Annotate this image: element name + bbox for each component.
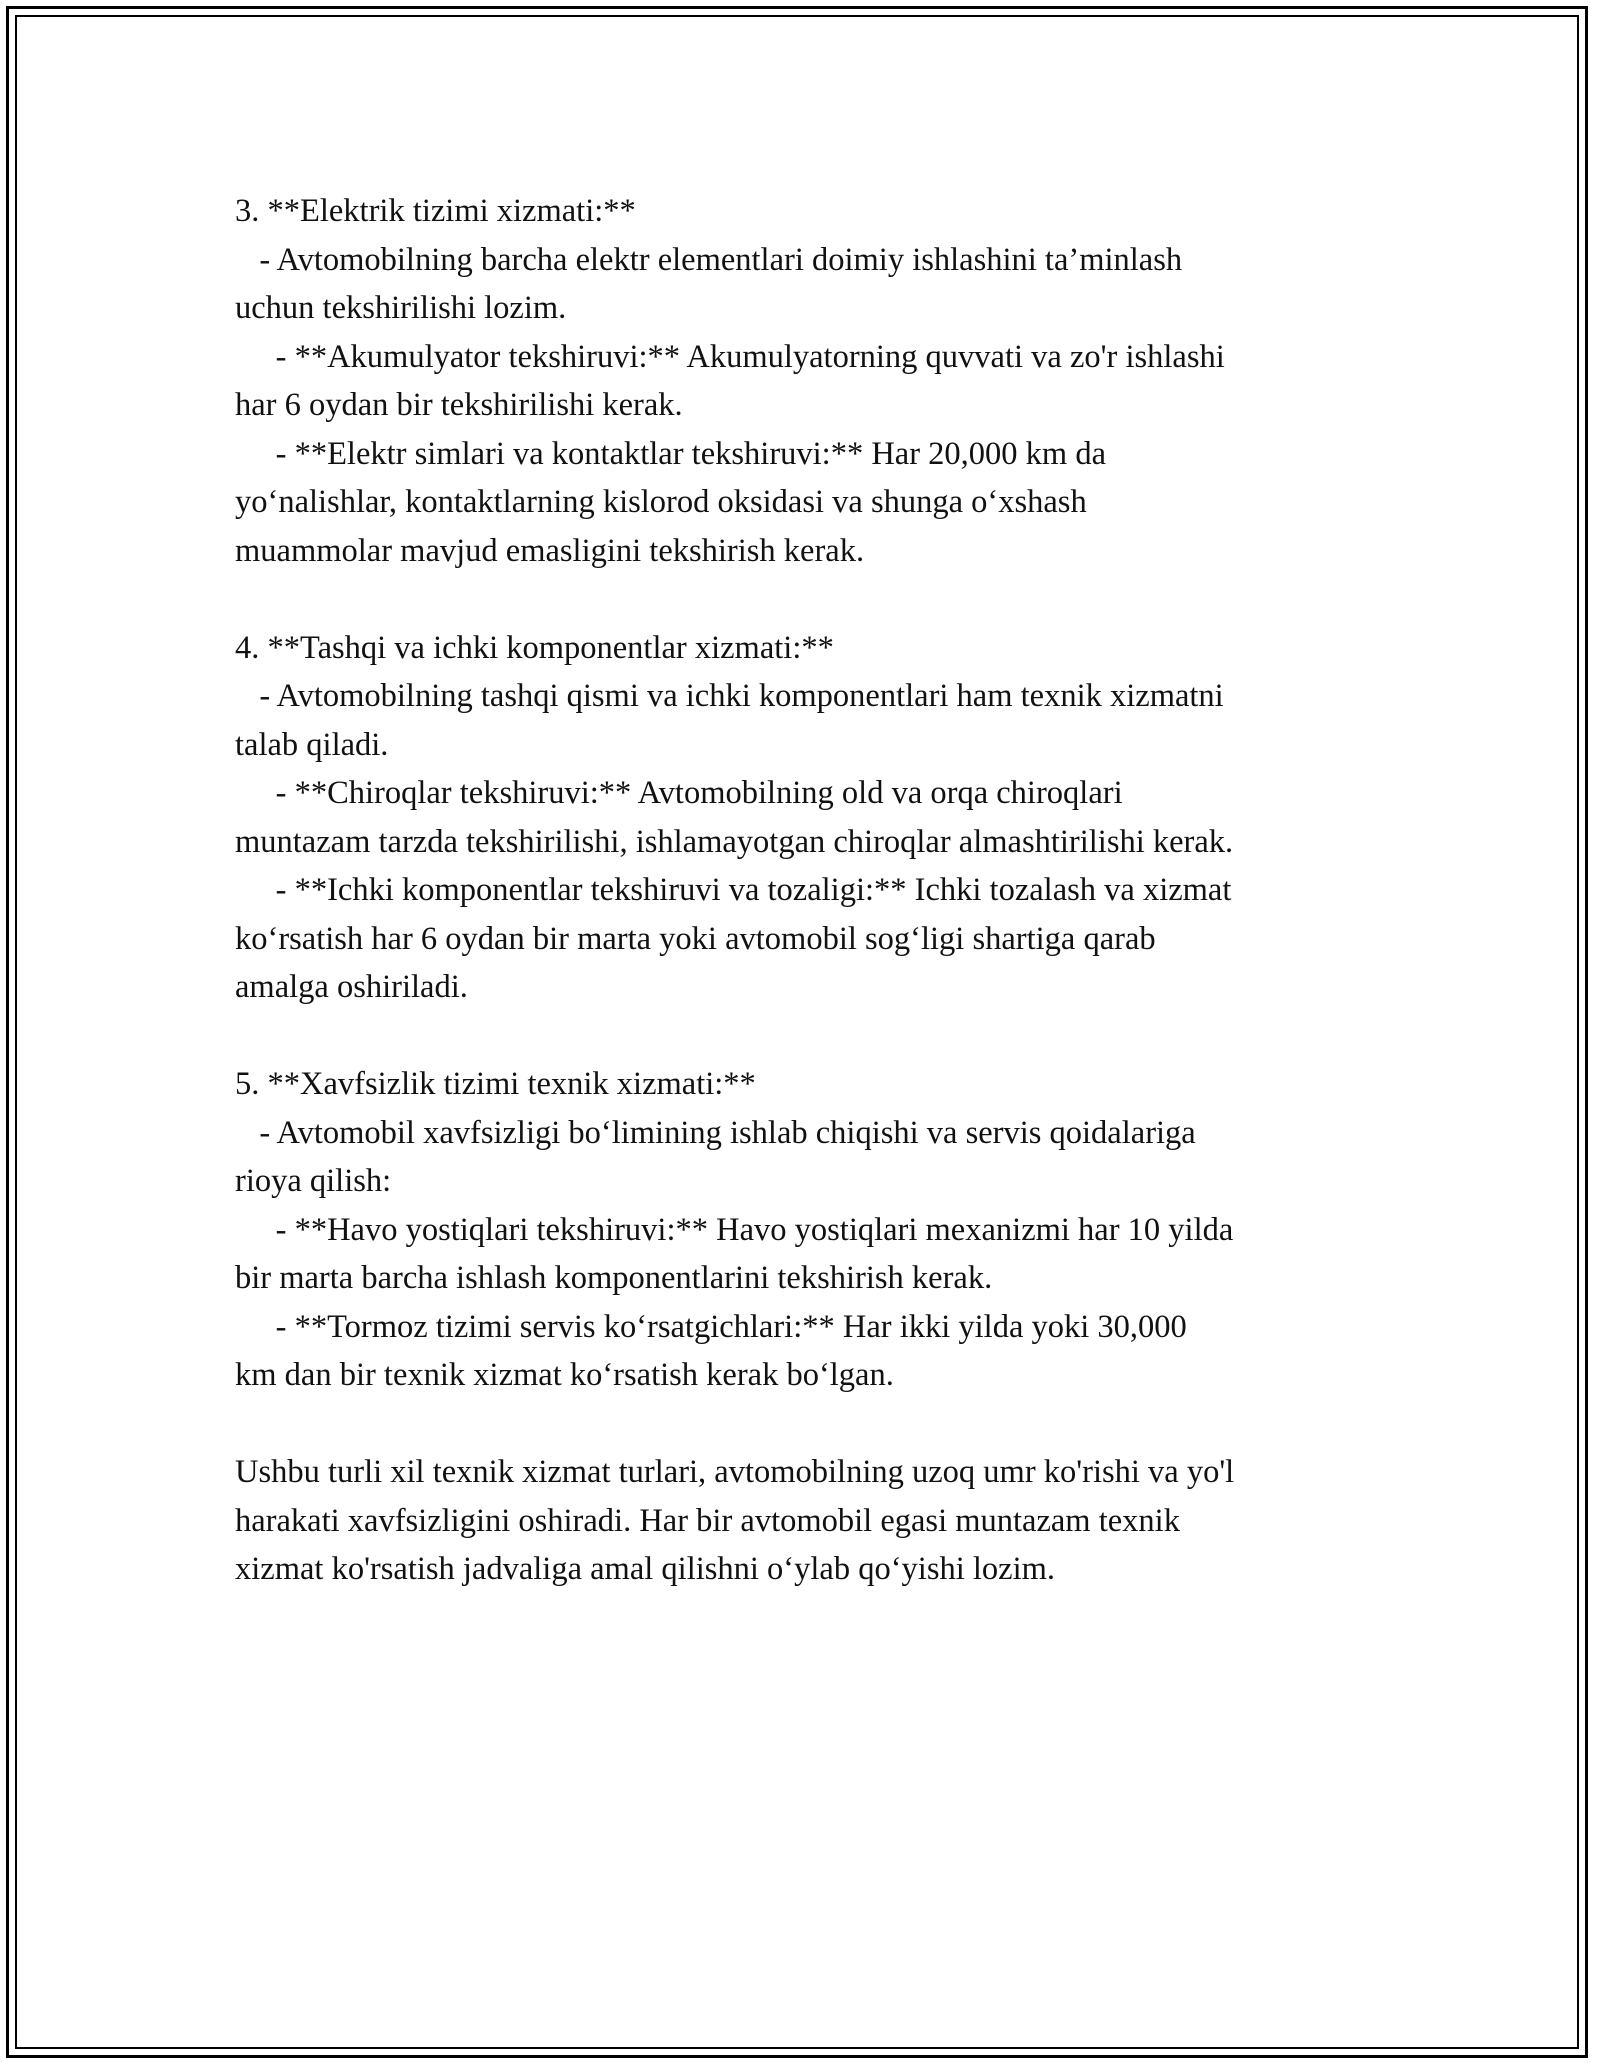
- text-line: muntazam tarzda tekshirilishi, ishlamayotgan chiroqlar almashtirilishi kerak.: [235, 823, 1234, 860]
- text-line: har 6 oydan bir tekshirilishi kerak.: [235, 387, 683, 423]
- text-line: - Avtomobilning tashqi qismi va ichki komponentlari ham texnik xizmatni: [235, 678, 1224, 714]
- paragraph-gap: [235, 1012, 1375, 1061]
- text-line: km dan bir texnik xizmat ko‘rsatish kerak bo‘lgan.: [235, 1357, 894, 1393]
- text-line: - **Chiroqlar tekshiruvi:** Avtomobilning old va orqa chiroqlari: [235, 775, 1123, 811]
- text-line: uchun tekshirilishi lozim.: [235, 290, 567, 326]
- text-line: amalga oshiriladi.: [235, 969, 468, 1005]
- text-line: yo‘nalishlar, kontaktlarning kislorod oksidasi va shunga o‘xshash: [235, 484, 1087, 520]
- text-line: muammolar mavjud emasligini tekshirish kerak.: [235, 532, 865, 569]
- text-line: - Avtomobil xavfsizligi bo‘limining ishlab chiqishi va servis qoidalariga: [235, 1114, 1196, 1151]
- text-line: - **Ichki komponentlar tekshiruvi va tozaligi:** Ichki tozalash va xizmat: [235, 872, 1232, 908]
- text-line: - **Tormoz tizimi servis ko‘rsatgichlari:** Har ikki yilda yoki 30,000: [235, 1308, 1187, 1345]
- text-line: - **Akumulyator tekshiruvi:** Akumulyatorning quvvati va zo'r ishlashi: [235, 338, 1225, 375]
- paragraph-gap: [235, 1400, 1375, 1449]
- section-exterior-interior: [235, 624, 1375, 1012]
- text-line: xizmat ko'rsatish jadvaliga amal qilishni o‘ylab qo‘yishi lozim.: [235, 1551, 1056, 1587]
- text-line: - **Havo yostiqlari tekshiruvi:** Havo yostiqlari mexanizmi har 10 yilda: [235, 1211, 1234, 1248]
- paragraph-gap: [235, 575, 1375, 624]
- text-line: harakati xavfsizligini oshiradi. Har bir avtomobil egasi muntazam texnik: [235, 1502, 1180, 1539]
- text-line: talab qiladi.: [235, 726, 389, 763]
- section-electrical-system: [235, 187, 1375, 575]
- section-heading: 3. **Elektrik tizimi xizmati:**: [235, 193, 636, 229]
- text-line: bir marta barcha ishlash komponentlarini tekshirish kerak.: [235, 1260, 993, 1296]
- section-safety-system: [235, 1060, 1375, 1400]
- text-line: ko‘rsatish har 6 oydan bir marta yoki avtomobil sog‘ligi shartiga qarab: [235, 920, 1156, 957]
- text-line: - Avtomobilning barcha elektr elementlari doimiy ishlashini ta’minlash: [235, 241, 1183, 278]
- section-heading: 4. **Tashqi va ichki komponentlar xizmati:**: [235, 629, 834, 666]
- text-line: rioya qilish:: [235, 1163, 392, 1199]
- document-body: [235, 187, 1375, 1594]
- text-line: - **Elektr simlari va kontaktlar tekshiruvi:** Har 20,000 km da: [235, 435, 1106, 472]
- text-line: Ushbu turli xil texnik xizmat turlari, avtomobilning uzoq umr ko'rishi va yo'l: [235, 1454, 1235, 1490]
- conclusion-paragraph: [235, 1448, 1375, 1594]
- section-heading: 5. **Xavfsizlik tizimi texnik xizmati:**: [235, 1066, 756, 1102]
